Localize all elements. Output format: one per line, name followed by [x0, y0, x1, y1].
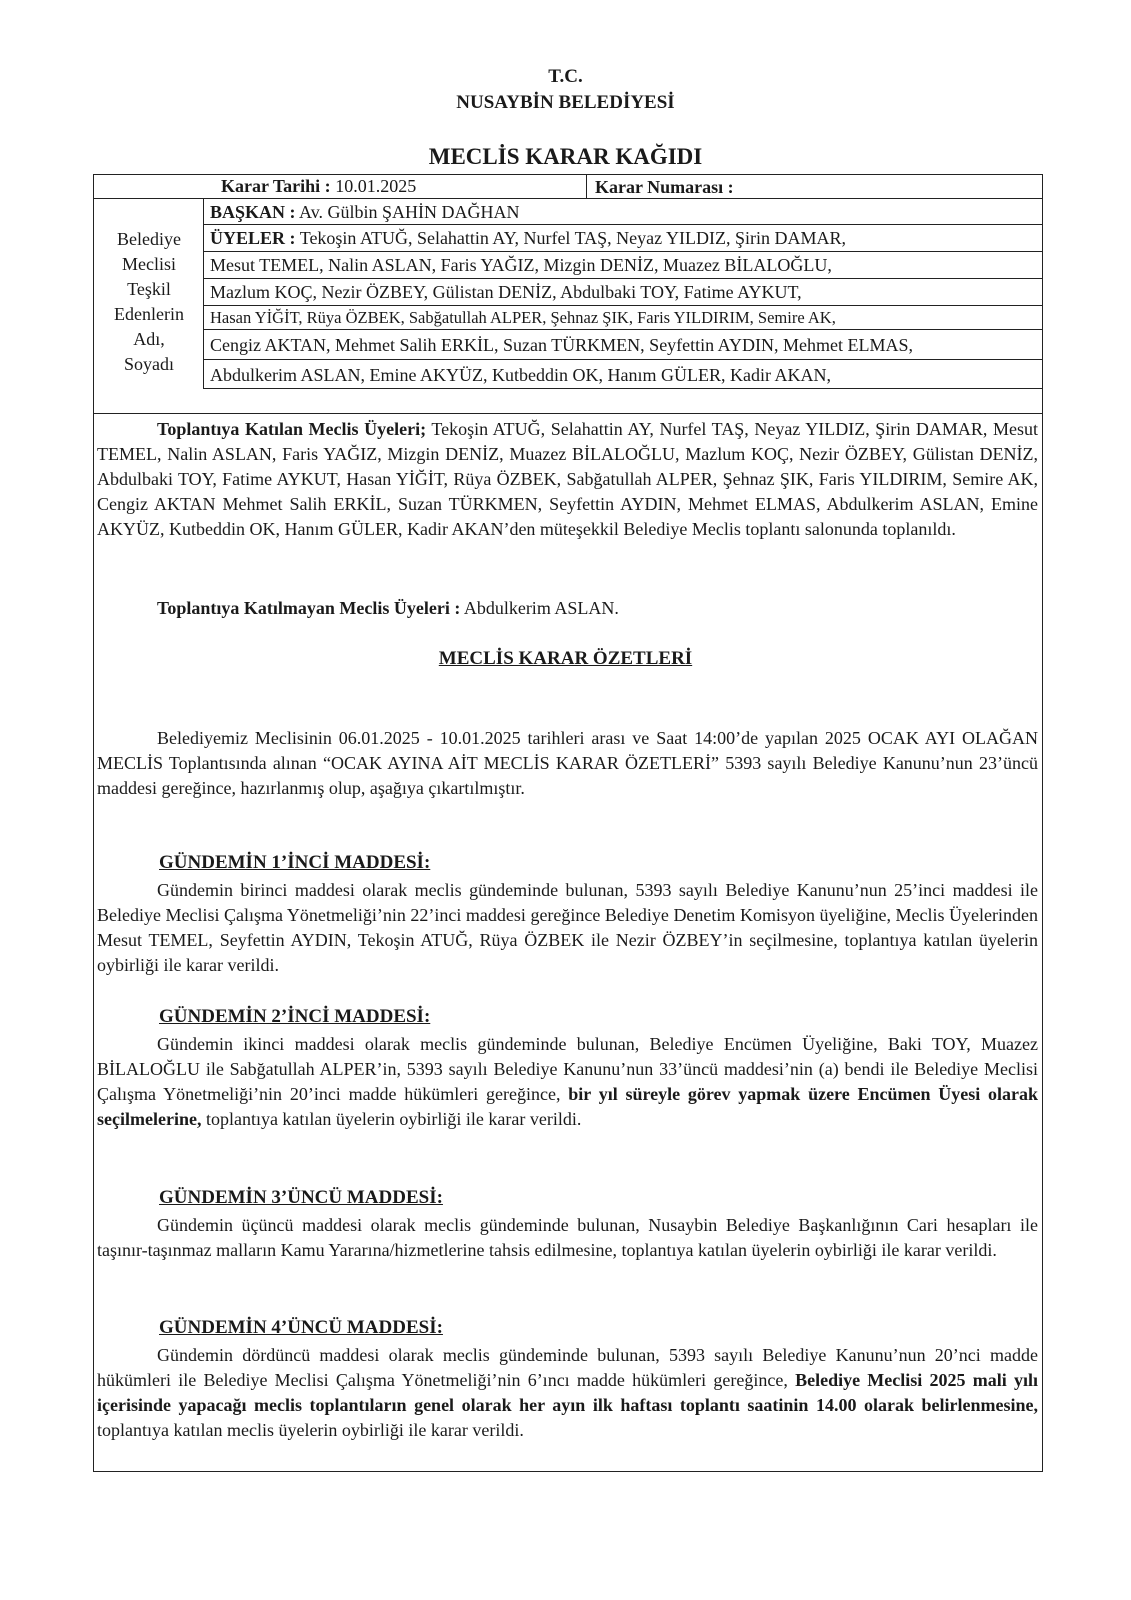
attending-label: Toplantıya Katılan Meclis Üyeleri;	[157, 419, 427, 439]
members-line: Cengiz AKTAN, Mehmet Salih ERKİL, Suzan TÜRKMEN, Seyfettin AYDIN, Mehmet ELMAS,	[204, 330, 1042, 360]
president-label: BAŞKAN :	[210, 202, 296, 222]
decision-date-label: Karar Tarihi :	[221, 176, 331, 196]
item-4-title: GÜNDEMİN 4’ÜNCÜ MADDESİ:	[159, 1317, 443, 1338]
side-label-line: Meclisi	[122, 254, 176, 274]
council-table	[93, 174, 1043, 414]
members-line: Abdulkerim ASLAN, Emine AKYÜZ, Kutbeddin OK, Hanım GÜLER, Kadir AKAN,	[204, 360, 1042, 389]
document-title: MECLİS KARAR KAĞIDI	[428, 144, 703, 169]
president-line	[204, 199, 1042, 225]
right-border	[1042, 413, 1043, 1472]
item-2-text	[97, 1032, 1038, 1132]
side-label-line: Edenlerin	[114, 304, 184, 324]
absent-text: Abdulkerim ASLAN.	[463, 598, 619, 618]
item-4-body-bold: Belediye Meclisi 2025 mali yılı içerisinde yapacağı meclis toplantıların genel olarak her ayın ilk haftası toplantı saatinin 14.00 olarak belirlenmesine,	[97, 1370, 1039, 1415]
item-3-title: GÜNDEMİN 3’ÜNCÜ MADDESİ:	[159, 1187, 443, 1208]
members-empty-line	[204, 389, 1042, 413]
item-2-body-bold: bir yıl süreyle görev yapmak üzere Encümen Üyesi olarak seçilmelerine,	[97, 1084, 1038, 1129]
attending-text: Tekoşin ATUĞ, Selahattin AY, Nurfel TAŞ, Neyaz YILDIZ, Şirin DAMAR, Mesut TEMEL, Nalin ASLAN, Faris YAĞIZ, Mizgin DENİZ, Muazez BİLALOĞLU, Mazlum KOÇ, Nezir ÖZBEY, Gülistan DENİZ, Abdulbaki TOY, Fatime AYKUT, Hasan YİĞİT, Rüya ÖZBEK, Sabğatullah ALPER, Şehnaz ŞIK, Faris YILDIRIM, Semire AK, Cengiz AKTAN Mehmet Salih ERKİL, Suzan TÜRKMEN, Seyfettin AYDIN, Mehmet ELMAS, Abdulkerim ASLAN, Emine AKYÜZ, Kutbeddin OK, Hanım GÜLER, Kadir AKAN’den müteşekkil Belediye Meclis toplantı salonunda toplanıldı.	[97, 419, 1038, 539]
header-tc: T.C.	[548, 66, 583, 87]
members-line: Mazlum KOÇ, Nezir ÖZBEY, Gülistan DENİZ, Abdulbaki TOY, Fatime AYKUT,	[204, 279, 1042, 306]
item-1-body: Gündemin birinci maddesi olarak meclis gündeminde bulunan, 5393 sayılı Belediye Kanunu’nun 25’inci maddesi ile Belediye Meclisi Çalışma Yönetmeliği’nin 22’inci maddesi gereğince Belediye Denetim Komisyon üyeliğine, Meclis Üyelerinden Mesut TEMEL, Seyfettin AYDIN, Tekoşin ATUĞ, Rüya ÖZBEK ile Nezir ÖZBEY’in seçilmesine, toplantıya katılan üyelerin oybirliği ile karar verildi.	[97, 880, 1038, 975]
side-label-line: Soyadı	[123, 354, 174, 374]
item-4-body-end: toplantıya katılan meclis üyelerin oybirliği ile karar verildi.	[97, 1420, 524, 1440]
item-3-text	[97, 1213, 1038, 1263]
president-name: Av. Gülbin ŞAHİN DAĞHAN	[299, 202, 520, 222]
municipality-name: NUSAYBİN BELEDİYESİ	[456, 92, 675, 113]
bottom-border	[93, 1471, 1043, 1472]
item-1-title: GÜNDEMİN 1’İNCİ MADDESİ:	[159, 852, 431, 873]
members-text: Tekoşin ATUĞ, Selahattin AY, Nurfel TAŞ, Neyaz YILDIZ, Şirin DAMAR,	[299, 228, 846, 248]
decision-row	[94, 175, 1042, 199]
members-line: Mesut TEMEL, Nalin ASLAN, Faris YAĞIZ, Mizgin DENİZ, Muazez BİLALOĞLU,	[204, 252, 1042, 279]
decision-date-value: 10.01.2025	[335, 176, 417, 196]
absent-paragraph	[97, 596, 1038, 621]
item-4-text	[97, 1343, 1038, 1443]
side-label-line: Teşkil	[127, 279, 171, 299]
absent-label: Toplantıya Katılmayan Meclis Üyeleri :	[157, 598, 461, 618]
item-3-body: Gündemin üçüncü maddesi olarak meclis gündeminde bulunan, Nusaybin Belediye Başkanlığının Cari hesapları ile taşınır-taşınmaz malların Kamu Yararına/hizmetlerine tahsis edilmesine, toplantıya katılan üyelerin oybirliği ile karar verildi.	[97, 1215, 1038, 1260]
intro-paragraph	[97, 726, 1038, 801]
decision-number-label: Karar Numarası :	[586, 175, 734, 199]
council-side-cell	[94, 199, 204, 389]
members-line	[204, 225, 1042, 252]
side-label-line: Adı,	[133, 329, 165, 349]
item-1-text	[97, 878, 1038, 978]
item-2-body-end: toplantıya katılan üyelerin oybirliği ile karar verildi.	[205, 1109, 582, 1129]
item-4-body-start: Gündemin dördüncü maddesi olarak meclis gündeminde bulunan, 5393 sayılı Belediye Kanunu’nun 20’nci madde hükümleri ile Belediye Meclisi Çalışma Yönetmeliği’nin 6’ıncı madde hükümleri gereğince,	[97, 1345, 1038, 1390]
members-label: ÜYELER :	[210, 228, 296, 248]
side-label-line: Belediye	[117, 229, 181, 249]
item-2-title: GÜNDEMİN 2’İNCİ MADDESİ:	[159, 1006, 431, 1027]
attendance-paragraph	[97, 417, 1038, 542]
item-2-body-start: Gündemin ikinci maddesi olarak meclis gündeminde bulunan, Belediye Encümen Üyeliğine, Baki TOY, Muazez BİLALOĞLU ile Sabğatullah ALPER’in, 5393 sayılı Belediye Kanunu’nun 33’üncü maddesi’nin (a) bendi ile Belediye Meclisi Çalışma Yönetmeliği’nin 20’inci madde hükümleri gereğince,	[97, 1034, 1038, 1104]
intro-text: Belediyemiz Meclisinin 06.01.2025 - 10.01.2025 tarihleri arası ve Saat 14:00’de yapılan 2025 OCAK AYI OLAĞAN MECLİS Toplantısında alınan “OCAK AYINA AİT MECLİS KARAR ÖZETLERİ” 5393 sayılı Belediye Kanunu’nun 23’üncü maddesi gereğince, hazırlanmış olup, aşağıya çıkartılmıştır.	[97, 728, 1038, 798]
summary-title: MECLİS KARAR ÖZETLERİ	[438, 648, 693, 669]
members-line: Hasan YİĞİT, Rüya ÖZBEK, Sabğatullah ALPER, Şehnaz ŞIK, Faris YILDIRIM, Semire AK,	[204, 306, 1042, 330]
decision-date	[221, 176, 416, 197]
left-border	[93, 413, 94, 1472]
council-side-label	[94, 227, 204, 377]
